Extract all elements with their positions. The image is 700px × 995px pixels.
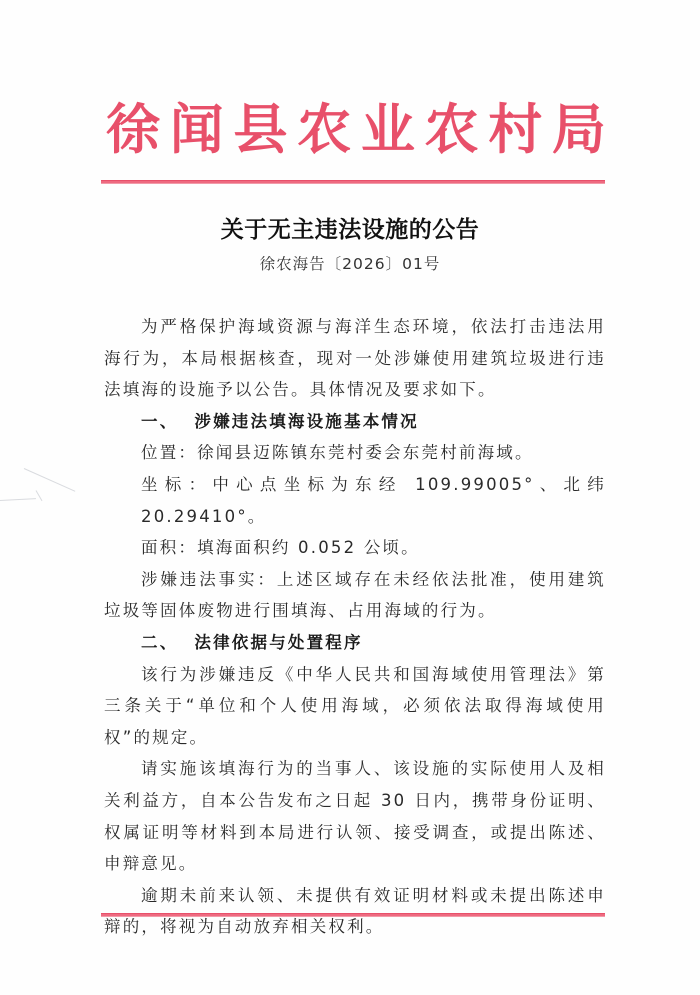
section-heading-2 [104,627,606,659]
document-title: 关于无主违法设施的公告 [220,216,480,243]
legal-basis-paragraph: 该行为涉嫌违反《中华人民共和国海域使用管理法》第三条关于“单位和个人使用海域，必须依法取得海域使用权”的规定。 [104,664,606,747]
section-number: 一、 [141,411,179,431]
issuer-char: 农 [297,97,352,161]
issuer-char: 村 [488,97,543,161]
issuer-header [104,96,608,162]
scan-artifact [0,498,36,501]
section-heading-1 [104,406,606,438]
document-body [104,311,606,943]
facts-paragraph: 涉嫌违法事实：上述区域存在未经依法批准，使用建筑垃圾等固体废物进行围填海、占用海域的行为。 [104,569,606,621]
requirement-paragraph: 请实施该填海行为的当事人、该设施的实际使用人及相关利益方，自本公告发布之日起 30 日内，携带身份证明、权属证明等材料到本局进行认领、接受调查，或提出陈述、申辩意见。 [104,759,606,874]
issuer-char: 闻 [169,97,224,161]
issuer-char: 局 [551,97,606,161]
issuer-char: 徐 [106,97,160,161]
issuer-char: 农 [424,97,479,161]
scan-artifact [24,468,76,492]
coordinates-field: 坐标：中心点坐标为东经 109.99005°、北纬 20.29410°。 [141,474,606,526]
issuer-char: 县 [233,97,288,161]
location-field: 位置：徐闻县迈陈镇东莞村委会东莞村前海域。 [141,443,534,463]
section-heading-text: 法律依据与处置程序 [194,632,363,652]
issuer-char: 业 [360,97,415,161]
intro-paragraph: 为严格保护海域资源与海洋生态环境，依法打击违法用海行为，本局根据核查，现对一处涉嫌使用建筑垃圾进行违法填海的设施予以公告。具体情况及要求如下。 [104,317,606,400]
document-number: 徐农海告〔2026〕01号 [259,255,441,273]
section-heading-text: 涉嫌违法填海设施基本情况 [194,411,419,431]
header-divider [101,180,605,184]
consequence-paragraph: 逾期未前来认领、未提供有效证明材料或未提出陈述申辩的，将视为自动放弃相关权利。 [104,885,606,937]
area-field: 面积：填海面积约 0.052 公顷。 [141,538,420,558]
scan-artifact [36,490,43,501]
section-number: 二、 [141,632,179,652]
footer-divider [101,913,605,917]
